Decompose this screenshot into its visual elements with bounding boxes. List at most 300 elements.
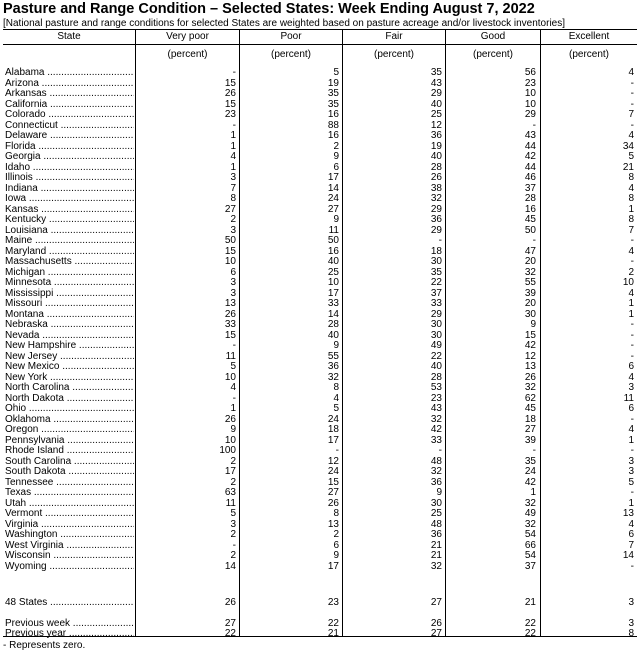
value-cell: 18 bbox=[430, 245, 442, 257]
table-row bbox=[3, 204, 637, 215]
value-cell: 24 bbox=[327, 193, 339, 204]
state-name: Maryland ..... bbox=[5, 246, 134, 257]
table-row bbox=[3, 550, 637, 561]
unit-label: (percent) bbox=[373, 49, 414, 60]
value-cell: - bbox=[532, 445, 536, 456]
state-name: South Carolina ..... bbox=[5, 456, 134, 467]
value-cell: 4 bbox=[628, 182, 634, 194]
value-cell: 3 bbox=[230, 287, 236, 299]
value-cell: 2 bbox=[230, 476, 236, 488]
value-cell: 32 bbox=[524, 497, 536, 509]
value-cell: 3 bbox=[628, 382, 634, 393]
value-cell: - bbox=[630, 119, 634, 131]
value-cell: 21 bbox=[622, 161, 634, 173]
table-row bbox=[3, 393, 637, 404]
table-row bbox=[3, 183, 637, 194]
value-cell: 49 bbox=[430, 340, 442, 351]
value-cell: 6 bbox=[628, 361, 634, 372]
value-cell: 20 bbox=[524, 256, 536, 267]
value-cell: 10 bbox=[622, 277, 634, 288]
value-cell: 35 bbox=[430, 266, 442, 278]
value-cell: 8 bbox=[333, 508, 339, 519]
value-cell: 9 bbox=[333, 340, 339, 351]
state-name: Kentucky ..... bbox=[5, 214, 134, 225]
table-row bbox=[3, 330, 637, 341]
unit-label: (percent) bbox=[167, 49, 208, 60]
value-cell: 15 bbox=[224, 329, 236, 341]
value-cell: 10 bbox=[524, 98, 536, 110]
value-cell: 26 bbox=[224, 413, 236, 425]
value-cell: 28 bbox=[524, 193, 536, 204]
value-cell: 9 bbox=[333, 151, 339, 162]
value-cell: 43 bbox=[430, 403, 442, 414]
value-cell: 56 bbox=[524, 67, 536, 78]
value-cell: 16 bbox=[327, 109, 339, 120]
value-cell: 17 bbox=[327, 560, 339, 572]
state-name: Ohio ..... bbox=[5, 403, 134, 414]
value-cell: 25 bbox=[430, 508, 442, 519]
value-cell: 13 bbox=[224, 298, 236, 309]
column-header-fair: Fair bbox=[385, 31, 403, 42]
value-cell: 8 bbox=[628, 172, 634, 183]
value-cell: 10 bbox=[524, 88, 536, 99]
value-cell: 63 bbox=[224, 487, 236, 498]
table-row bbox=[3, 235, 637, 246]
value-cell: 32 bbox=[430, 413, 442, 425]
value-cell: 3 bbox=[230, 224, 236, 236]
value-cell: 40 bbox=[430, 98, 442, 110]
value-cell: 20 bbox=[524, 298, 536, 309]
value-cell: 12 bbox=[430, 119, 442, 131]
value-cell: 5 bbox=[230, 508, 236, 519]
value-cell: 13 bbox=[327, 518, 339, 530]
value-cell: 45 bbox=[524, 403, 536, 414]
value-cell: 27 bbox=[224, 618, 236, 629]
value-cell: 54 bbox=[524, 529, 536, 540]
value-cell: 9 bbox=[230, 424, 236, 435]
table-row bbox=[3, 519, 637, 530]
value-cell: 32 bbox=[430, 466, 442, 477]
value-cell: 21 bbox=[327, 628, 339, 639]
state-name: Kansas ..... bbox=[5, 204, 134, 215]
table-row bbox=[3, 540, 637, 551]
column-header-excellent: Excellent bbox=[568, 31, 610, 42]
value-cell: 50 bbox=[224, 235, 236, 246]
table-row bbox=[3, 214, 637, 225]
value-cell: 14 bbox=[224, 560, 236, 572]
state-name: Utah ..... bbox=[5, 498, 134, 509]
value-cell: 32 bbox=[430, 193, 442, 204]
value-cell: 14 bbox=[327, 308, 339, 320]
value-cell: - bbox=[630, 560, 634, 572]
value-cell: 47 bbox=[524, 245, 536, 257]
state-name: Previous year ..... bbox=[5, 628, 134, 639]
value-cell: 55 bbox=[524, 277, 536, 288]
value-cell: 8 bbox=[333, 382, 339, 393]
value-cell: 19 bbox=[430, 140, 442, 152]
value-cell: 4 bbox=[230, 382, 236, 393]
value-cell: 5 bbox=[333, 403, 339, 414]
column-header-good: Good bbox=[480, 31, 506, 42]
value-cell: 40 bbox=[430, 361, 442, 372]
state-name: Previous week ..... bbox=[5, 618, 134, 629]
table-row bbox=[3, 456, 637, 467]
value-cell: 28 bbox=[430, 371, 442, 383]
value-cell: 29 bbox=[430, 203, 442, 215]
state-name: Minnesota ..... bbox=[5, 277, 134, 288]
state-name: Maine ..... bbox=[5, 235, 134, 246]
value-cell: 12 bbox=[524, 350, 536, 362]
table-row bbox=[3, 256, 637, 267]
value-cell: 26 bbox=[224, 308, 236, 320]
value-cell: 7 bbox=[230, 182, 236, 194]
table-row bbox=[3, 109, 637, 120]
value-cell: 38 bbox=[430, 182, 442, 194]
value-cell: 11 bbox=[225, 350, 236, 362]
value-cell: 9 bbox=[436, 487, 442, 498]
value-cell: - bbox=[232, 67, 236, 78]
value-cell: 28 bbox=[327, 319, 339, 330]
value-cell: 29 bbox=[430, 308, 442, 320]
value-cell: 21 bbox=[430, 539, 442, 551]
value-cell: 27 bbox=[224, 203, 236, 215]
value-cell: 4 bbox=[628, 518, 634, 530]
value-cell: 26 bbox=[224, 88, 236, 99]
value-cell: 14 bbox=[327, 182, 339, 194]
column-header-very-poor: Very poor bbox=[166, 31, 209, 42]
state-name: North Carolina ..... bbox=[5, 382, 134, 393]
value-cell: 44 bbox=[524, 140, 536, 152]
value-cell: 1 bbox=[628, 203, 634, 215]
column-header-poor: Poor bbox=[280, 31, 302, 42]
value-cell: 34 bbox=[622, 140, 634, 152]
value-cell: 1 bbox=[230, 403, 236, 414]
table-row bbox=[3, 466, 637, 477]
value-cell: 33 bbox=[327, 298, 339, 309]
value-cell: 88 bbox=[327, 119, 339, 131]
value-cell: 29 bbox=[430, 88, 442, 99]
value-cell: - bbox=[438, 235, 442, 246]
value-cell: 11 bbox=[623, 392, 634, 404]
value-cell: 46 bbox=[524, 172, 536, 183]
value-cell: 6 bbox=[333, 161, 339, 173]
value-cell: 1 bbox=[628, 298, 634, 309]
value-cell: 1 bbox=[628, 434, 634, 446]
value-cell: 6 bbox=[333, 539, 339, 551]
value-cell: - bbox=[335, 445, 339, 456]
value-cell: 16 bbox=[327, 130, 339, 141]
value-cell: 28 bbox=[430, 161, 442, 173]
value-cell: - bbox=[630, 319, 634, 330]
value-cell: 48 bbox=[430, 455, 442, 467]
table-row bbox=[3, 414, 637, 425]
state-name: Oregon ..... bbox=[5, 424, 134, 435]
value-cell: 18 bbox=[524, 413, 536, 425]
value-cell: 1 bbox=[628, 308, 634, 320]
value-cell: 8 bbox=[230, 193, 236, 204]
value-cell: 35 bbox=[430, 67, 442, 78]
value-cell: 10 bbox=[224, 434, 236, 446]
value-cell: 5 bbox=[628, 476, 634, 488]
state-name: California ..... bbox=[5, 99, 134, 110]
value-cell: 36 bbox=[430, 476, 442, 488]
state-name: Tennessee ..... bbox=[5, 477, 134, 488]
value-cell: 43 bbox=[430, 77, 442, 89]
value-cell: 55 bbox=[327, 350, 339, 362]
value-cell: 36 bbox=[430, 529, 442, 540]
table-row bbox=[3, 403, 637, 414]
value-cell: 22 bbox=[224, 628, 236, 639]
value-cell: 18 bbox=[327, 424, 339, 435]
value-cell: 32 bbox=[524, 266, 536, 278]
value-cell: 9 bbox=[333, 214, 339, 225]
state-name: Oklahoma ..... bbox=[5, 414, 134, 425]
state-name: Florida ..... bbox=[5, 141, 134, 152]
table-row bbox=[3, 78, 637, 89]
value-cell: - bbox=[532, 235, 536, 246]
value-cell: 22 bbox=[327, 618, 339, 629]
summary-row bbox=[3, 628, 637, 639]
value-cell: 42 bbox=[430, 424, 442, 435]
value-cell: 39 bbox=[524, 287, 536, 299]
value-cell: 7 bbox=[628, 109, 634, 120]
table-row bbox=[3, 172, 637, 183]
table-row bbox=[3, 246, 637, 257]
value-cell: 33 bbox=[430, 298, 442, 309]
value-cell: 32 bbox=[524, 518, 536, 530]
state-name: Connecticut ..... bbox=[5, 120, 134, 131]
state-name: Colorado ..... bbox=[5, 109, 134, 120]
value-cell: 26 bbox=[224, 597, 236, 608]
value-cell: 45 bbox=[524, 214, 536, 225]
state-name: Rhode Island ..... bbox=[5, 445, 134, 456]
value-cell: - bbox=[438, 445, 442, 456]
value-cell: - bbox=[630, 350, 634, 362]
value-cell: 50 bbox=[524, 224, 536, 236]
state-name: Nebraska ..... bbox=[5, 319, 134, 330]
state-name: Missouri ..... bbox=[5, 298, 134, 309]
state-name: Indiana ..... bbox=[5, 183, 134, 194]
value-cell: 17 bbox=[327, 172, 339, 183]
state-name: Arkansas ..... bbox=[5, 88, 134, 99]
value-cell: 22 bbox=[430, 277, 442, 288]
value-cell: 62 bbox=[524, 392, 536, 404]
value-cell: 2 bbox=[230, 214, 236, 225]
value-cell: 13 bbox=[524, 361, 536, 372]
table-row bbox=[3, 529, 637, 540]
value-cell: 2 bbox=[230, 550, 236, 561]
state-name: Alabama ..... bbox=[5, 67, 134, 78]
value-cell: 30 bbox=[524, 308, 536, 320]
value-cell: 10 bbox=[224, 371, 236, 383]
state-name: North Dakota ..... bbox=[5, 393, 134, 404]
value-cell: 6 bbox=[628, 403, 634, 414]
value-cell: 15 bbox=[224, 98, 236, 110]
table-row bbox=[3, 561, 637, 572]
value-cell: 32 bbox=[430, 560, 442, 572]
state-name: Iowa ..... bbox=[5, 193, 134, 204]
value-cell: 1 bbox=[230, 161, 236, 173]
unit-label: (percent) bbox=[472, 49, 513, 60]
value-cell: 30 bbox=[430, 319, 442, 330]
value-cell: 40 bbox=[430, 151, 442, 162]
value-cell: - bbox=[630, 329, 634, 341]
value-cell: - bbox=[630, 98, 634, 110]
footnote: - Represents zero. bbox=[3, 640, 86, 651]
state-name: Texas ..... bbox=[5, 487, 134, 498]
value-cell: 5 bbox=[628, 151, 634, 162]
value-cell: 40 bbox=[327, 329, 339, 341]
table-row bbox=[3, 67, 637, 78]
value-cell: 23 bbox=[430, 392, 442, 404]
value-cell: 33 bbox=[224, 319, 236, 330]
value-cell: 40 bbox=[327, 256, 339, 267]
state-name: South Dakota ..... bbox=[5, 466, 134, 477]
value-cell: 11 bbox=[225, 497, 236, 509]
table-row bbox=[3, 319, 637, 330]
value-cell: 39 bbox=[524, 434, 536, 446]
value-cell: 23 bbox=[224, 109, 236, 120]
value-cell: 4 bbox=[628, 67, 634, 78]
column-header-state: State bbox=[57, 31, 81, 42]
value-cell: 32 bbox=[524, 382, 536, 393]
value-cell: 100 bbox=[219, 445, 236, 456]
value-cell: - bbox=[630, 340, 634, 351]
value-cell: 3 bbox=[628, 597, 634, 608]
value-cell: 26 bbox=[430, 618, 442, 629]
value-cell: 44 bbox=[524, 161, 536, 173]
value-cell: 27 bbox=[430, 628, 442, 639]
value-cell: 9 bbox=[333, 550, 339, 561]
value-cell: 11 bbox=[328, 224, 339, 236]
value-cell: 15 bbox=[327, 476, 339, 488]
value-cell: 43 bbox=[524, 130, 536, 141]
state-name: Nevada ..... bbox=[5, 330, 134, 341]
value-cell: 2 bbox=[333, 140, 339, 152]
value-cell: - bbox=[232, 392, 236, 404]
value-cell: - bbox=[630, 88, 634, 99]
value-cell: 8 bbox=[628, 628, 634, 639]
value-cell: 25 bbox=[327, 266, 339, 278]
value-cell: 17 bbox=[327, 287, 339, 299]
value-cell: 36 bbox=[327, 361, 339, 372]
state-name: Washington ..... bbox=[5, 529, 134, 540]
value-cell: 8 bbox=[628, 214, 634, 225]
value-cell: 24 bbox=[327, 413, 339, 425]
table-row bbox=[3, 88, 637, 99]
value-cell: 4 bbox=[628, 245, 634, 257]
value-cell: 15 bbox=[224, 77, 236, 89]
value-cell: 7 bbox=[628, 539, 634, 551]
value-cell: - bbox=[630, 487, 634, 498]
value-cell: 66 bbox=[524, 539, 536, 551]
value-cell: 27 bbox=[430, 597, 442, 608]
value-cell: 53 bbox=[430, 382, 442, 393]
value-cell: 5 bbox=[333, 67, 339, 78]
value-cell: 1 bbox=[230, 140, 236, 152]
value-cell: 30 bbox=[430, 256, 442, 267]
value-cell: 3 bbox=[230, 518, 236, 530]
value-cell: 35 bbox=[327, 88, 339, 99]
value-cell: 22 bbox=[524, 618, 536, 629]
value-cell: 49 bbox=[524, 508, 536, 519]
value-cell: 29 bbox=[430, 224, 442, 236]
value-cell: 26 bbox=[524, 371, 536, 383]
value-cell: - bbox=[532, 119, 536, 131]
value-cell: 21 bbox=[430, 550, 442, 561]
table-row bbox=[3, 193, 637, 204]
table-row bbox=[3, 382, 637, 393]
value-cell: 22 bbox=[524, 628, 536, 639]
state-name: New Hampshire ..... bbox=[5, 340, 134, 351]
value-cell: 37 bbox=[430, 287, 442, 299]
value-cell: 26 bbox=[430, 172, 442, 183]
value-cell: 4 bbox=[628, 287, 634, 299]
value-cell: 15 bbox=[524, 329, 536, 341]
value-cell: - bbox=[630, 413, 634, 425]
unit-label: (percent) bbox=[568, 49, 609, 60]
unit-label: (percent) bbox=[270, 49, 311, 60]
table-row bbox=[3, 225, 637, 236]
value-cell: 30 bbox=[430, 497, 442, 509]
value-cell: 3 bbox=[230, 172, 236, 183]
state-name: Mississippi ..... bbox=[5, 288, 134, 299]
value-cell: 4 bbox=[333, 392, 339, 404]
value-cell: 36 bbox=[430, 130, 442, 141]
value-cell: 54 bbox=[524, 550, 536, 561]
table-row bbox=[3, 99, 637, 110]
value-cell: 50 bbox=[327, 235, 339, 246]
value-cell: 16 bbox=[327, 245, 339, 257]
state-name: Arizona ..... bbox=[5, 78, 134, 89]
value-cell: 35 bbox=[327, 98, 339, 110]
value-cell: 4 bbox=[628, 371, 634, 383]
value-cell: 36 bbox=[430, 214, 442, 225]
value-cell: - bbox=[232, 539, 236, 551]
value-cell: 10 bbox=[224, 256, 236, 267]
table-row bbox=[3, 351, 637, 362]
value-cell: 6 bbox=[628, 529, 634, 540]
table-row bbox=[3, 267, 637, 278]
value-cell: 2 bbox=[230, 529, 236, 540]
value-cell: 19 bbox=[327, 77, 339, 89]
value-cell: 13 bbox=[622, 508, 634, 519]
table-row bbox=[3, 340, 637, 351]
value-cell: 27 bbox=[327, 487, 339, 498]
table-row bbox=[3, 487, 637, 498]
table-row bbox=[3, 435, 637, 446]
value-cell: 12 bbox=[327, 455, 339, 467]
state-name: Idaho ..... bbox=[5, 162, 134, 173]
value-cell: 3 bbox=[230, 277, 236, 288]
page-title: Pasture and Range Condition – Selected States: Week Ending August 7, 2022 bbox=[3, 1, 535, 17]
value-cell: 3 bbox=[628, 466, 634, 477]
value-cell: 1 bbox=[628, 497, 634, 509]
state-name: Massachusetts ..... bbox=[5, 256, 134, 267]
value-cell: 1 bbox=[230, 130, 236, 141]
value-cell: - bbox=[630, 445, 634, 456]
state-name: West Virginia ..... bbox=[5, 540, 134, 551]
state-name: Georgia ..... bbox=[5, 151, 134, 162]
value-cell: 23 bbox=[524, 77, 536, 89]
state-name: Louisiana ..... bbox=[5, 225, 134, 236]
value-cell: 14 bbox=[622, 550, 634, 561]
table-row bbox=[3, 372, 637, 383]
value-cell: 2 bbox=[628, 266, 634, 278]
table-row bbox=[3, 309, 637, 320]
table-row bbox=[3, 361, 637, 372]
table-row bbox=[3, 508, 637, 519]
